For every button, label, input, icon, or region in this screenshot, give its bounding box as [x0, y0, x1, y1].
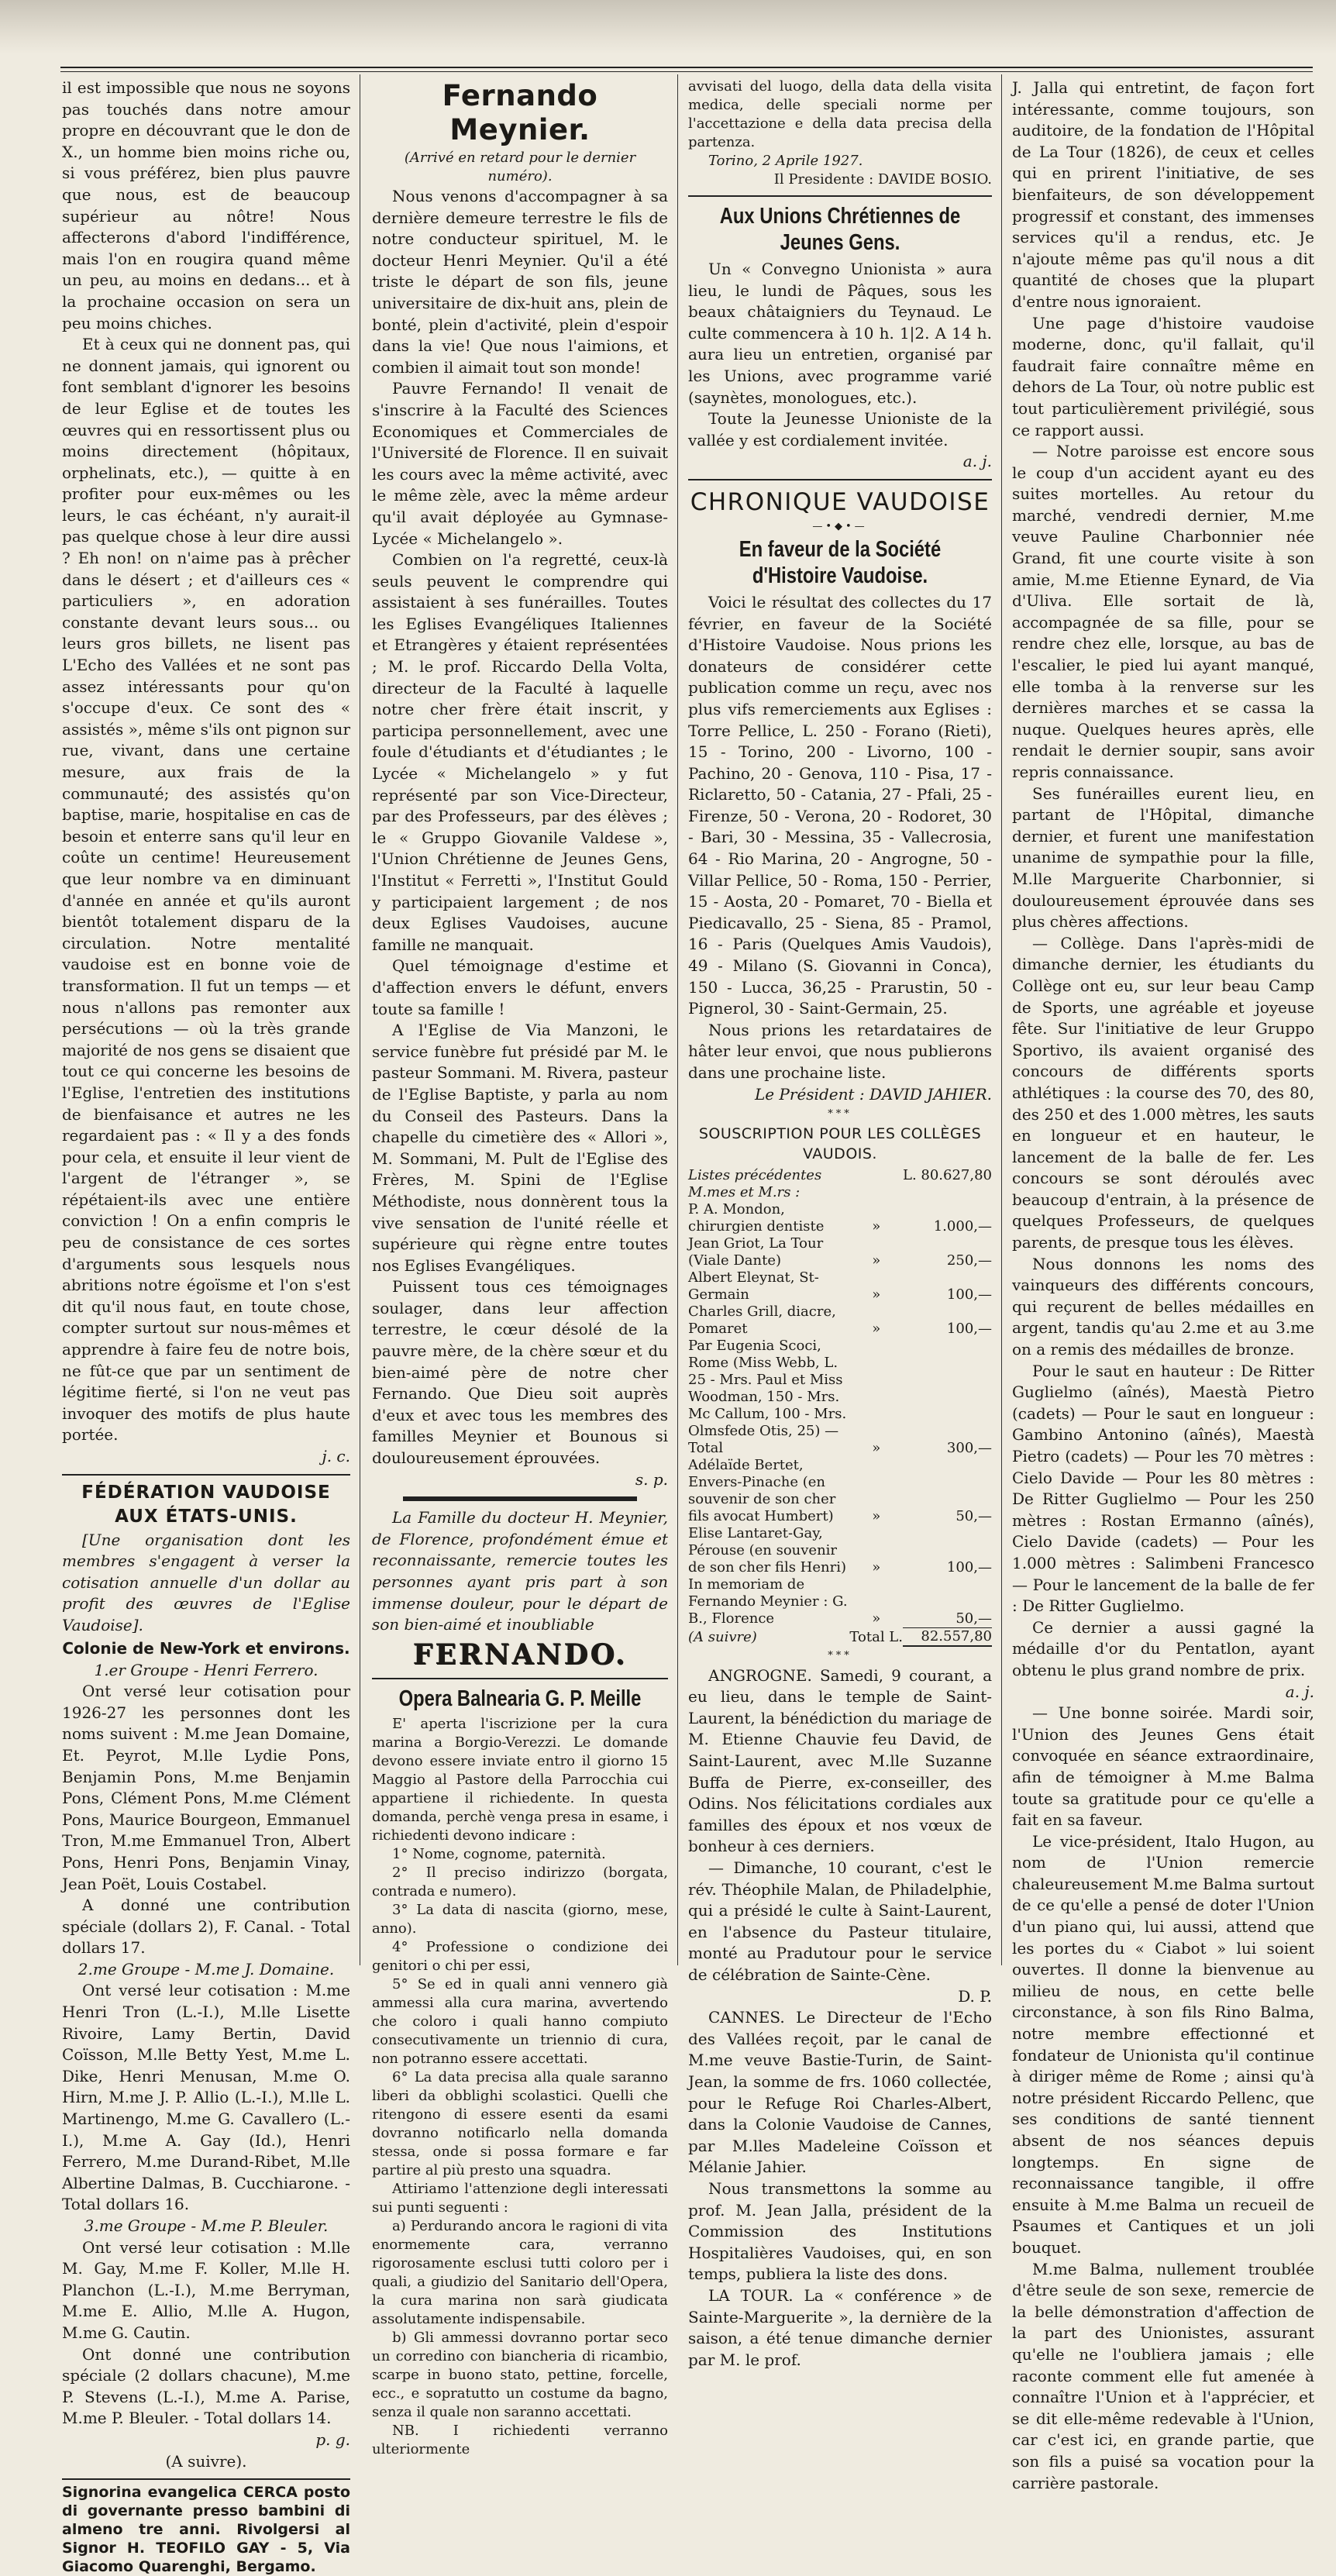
table-row: Par Eugenia Scoci, Rome (Miss Webb, L. 25 - Mrs. Paul et Miss Woodman, 150 - Mrs. Mc Callum, 100 - Mrs. Olmsfede Otis, 25) — Total » 300,—	[688, 1338, 992, 1457]
entry-name: Elise Lantaret-Gay, Pérouse (en souvenir de son cher fils Henri)	[688, 1525, 846, 1576]
group-3-contrib: Ont donné une contribution spéciale (2 dollars chacune), M.me P. Stevens (L.-I.), M.me A. Parise, M.me P. Bleuler. - Total dollars 14.	[62, 2344, 350, 2428]
latour-paragraph: J. Jalla qui entretint, de façon fort intéressante, comme toujours, son auditoire, de la fondation de l'Hôpital de La Tour (1826), de ceux et celles qui en prirent l'initiative, de ses bienfaiteurs, de son développement progressif et constant, des immenses services qu'il a rendus, etc. Je n'ajoute même pas qu'il nous a dit quantité de choses que la plupart d'entre nous ignoraient.	[1012, 78, 1314, 311]
meynier-note: (Arrivé en retard pour le dernier numéro).	[404, 150, 636, 184]
mmes-label: M.mes et M.rs :	[688, 1184, 801, 1201]
opera-president: Il Presidente : DAVIDE BOSIO.	[773, 171, 992, 188]
entry-name: Albert Eleynat, St-Germain	[688, 1269, 819, 1303]
entry-name: Par Eugenia Scoci, Rome (Miss Webb, L. 25 - Mrs. Paul et Miss Woodman, 150 - Mrs. Mc Callum, 100 - Mrs. Olmsfede Otis, 25) — Total	[688, 1338, 847, 1457]
opera-intro: E' aperta l'iscrizione per la cura marina a Borgio-Verezzi. Le domande devono essere inviate entro il giorno 15 Maggio al Pastore della Parrocchia cui appartiene il richiedente. In questa domanda, perchè venga presa in esame, i richiedenti devono indicare :	[372, 1715, 668, 1844]
to-be-continued: (A suivre)	[688, 1628, 757, 1645]
meynier-paragraph: Combien on l'a regretté, ceux-là seuls peuvent le comprendre qui assistaient à ses funérailles. Toutes les Eglises Evangéliques Italiennes et Etrangères y étaient représentées ; M. le prof. Riccardo Della Volta, directeur de la Faculté à laquelle notre cher frère était inscrit, y participa personnellement, avec une foule d'étudiants et d'étudiantes ; le Lycée « Michelangelo » y fut représenté par son Vice-Directeur, par des Professeurs, par des élèves ; le « Gruppo Giovanile Valdese », l'Union Chrétienne de Jeunes Gens, l'Institut « Ferretti », l'Institut Gould y participaient largement ; de nos deux Eglises Vaudoises, aucune famille ne manquait.	[372, 550, 668, 954]
faveur-text: Voici le résultat des collectes du 17 février, en faveur de la Société d'Histoire Vaudoise. Nous prions les donateurs de considérer cette publication comme un reçu, avec nos plus vifs remerciements aux Eglises : Torre Pellice, L. 250 - Forano (Rieti), 15 - Torino, 200 - Livorno, 100 - Pachino, 20 - Genova, 110 - Pisa, 17 - Riclaretto, 50 - Catania, 27 - Pfali, 25 - Firenze, 50 - Verona, 20 - Rodoret, 30 - Bari, 30 - Messina, 35 - Vallecrosia, 64 - Rio Marina, 20 - Angrogne, 50 - Villar Pellice, 50 - Roma, 150 - Perrier, 15 - Aosta, 20 - Pomaret, 70 - Biella et Piedicavallo, 25 - Siena, 85 - Pramol, 16 - Paris (Quelques Amis Vaudois), 49 - Milano (S. Giovanni in Conca), 150 - Lucca, 36,25 - Prarustin, 50 - Pignerol, 30 - Saint-Germain, 25.	[688, 592, 992, 1018]
asterism: ***	[828, 1649, 852, 1662]
opera-point-a: a) Perdurando ancora le ragioni di vita enormemente cara, verranno rigorosamente esclusi tutti coloro per i quali, a giudizio del Sanitario dell'Opera, la cura marina non sarà giudicata assolutamente indispensabile.	[372, 2217, 668, 2327]
intro-paragraph: Et à ceux qui ne donnent pas, qui ne donnent jamais, qui ignorent ou font semblant d'ignorer les besoins de leur Eglise et de toutes les œuvres qui en ressortissent plus ou moins directement (hôpitaux, orphelinats, etc.), — quitte à en profiter pour eux-mêmes ou les leurs, le cas échéant, n'y aurait-il pas quelque chose à leur dire aussi ? Eh non! on n'aime pas à prêcher dans le désert ; et d'ailleurs ces « particuliers », en adoration constante devant leurs sous... ou leurs gros billets, ne lisent pas L'Echo des Vallées et ne sont pas assez intéressants pour qu'on s'occupe d'eux. Ce sont des « assistés », même s'ils ont pignon sur rue, vivant, dans une certaine mesure, aux frais de la communauté; des assistés qu'on baptise, marie, hospitalise en cas de besoin et enterre sans qu'il leur en coûte un centime! Heureusement que leur nombre va en diminuant d'année en année et qu'ils auront bientôt totalement disparu de la circulation. Notre mentalité vaudoise est en bonne voie de transformation. Il fut un temps — et nous n'allons pas remonter aux persécutions — où la très grande majorité de nos gens se disaient que tout ce qui concerne les besoins de l'Eglise, l'entretien des institutions de bienfaisance et autres ne les regardaient pas : « Il y a des fonds pour cela, et ensuite il leur vient de l'argent de l'étranger », se répétaient-ils avec une entière conviction ! On a enfin compris le peu de consistance de ces sortes d'arguments sous lesquels nous abritions notre égoïsme et l'on s'est dit qu'il nous faut, en toute chose, compter surtout sur nous-mêmes et apprendre à faire feu de notre bois, ne fût-ce que par un sentiment de légitime fierté, si l'on ne veut pas invoquer des motifs de plus haute portée.	[62, 335, 350, 1445]
federation-subtitle: AUX ÉTATS-UNIS.	[115, 1506, 298, 1527]
fernando-heading: FERNANDO.	[412, 1638, 628, 1671]
meynier-paragraph: Puissent tous ces témoignages soulager, dans leur affection terrestre, le cœur désolé de la pauvre mère, de la chère sœur et du bien-aimé père de notre cher Fernando. Que Dieu soit auprès d'eux et avec tous les membres des familles Meynier et Bounous si douloureusement éprouvées.	[372, 1277, 668, 1468]
table-row	[688, 1184, 992, 1201]
entry-amount: 50,—	[956, 1508, 992, 1525]
entry-amount: 300,—	[946, 1440, 992, 1457]
faveur-signature: Le Président : DAVID JAHIER.	[754, 1084, 992, 1104]
table-row: Charles Grill, diacre, Pomaret » 100,—	[688, 1303, 992, 1338]
table-row	[688, 1167, 992, 1184]
opera-item: 4° Professione o condizione dei genitori o chi per essi,	[372, 1938, 668, 1974]
angrogne-news: ANGROGNE. Samedi, 9 courant, a eu lieu, dans le temple de Saint-Laurent, la bénédiction du mariage de M. Etienne Chauvie feu David, de Saint-Laurent, avec M.lle Suzanne Buffa de Pierre, ex-conseiller, des Odins. Nos félicitations cordiales aux familles des époux et nos vœux de bonheur à ces derniers.	[688, 1665, 992, 1856]
column-divider	[677, 74, 678, 1965]
latour-news: LA TOUR. La « conférence » de Sainte-Marguerite », la dernière de la saison, a été tenue dimanche dernier par M. le prof.	[688, 2285, 992, 2369]
meynier-paragraph: A l'Eglise de Via Manzoni, le service funèbre fut présidé par M. le pasteur Sommani. M. Rivera, pasteur de l'Eglise Baptiste, y parla au nom du Conseil des Pasteurs. Dans la chapelle du cimetière des « Allori », M. Sommani, M. Pult de l'Eglise des Frères, M. Spini de l'Eglise Méthodiste, nous donnèrent tous la vive sensation de l'unité réelle et supérieure qui règne entre toutes nos Eglises Evangéliques.	[372, 1021, 668, 1275]
latour-paragraph: Une page d'histoire vaudoise moderne, donc, qu'il fallait, qu'il faudrait faire connaître même en dehors de La Tour, où notre public est tout particulièrement privilégié, sous ce rapport aussi.	[1012, 313, 1314, 439]
column-2	[372, 77, 668, 2457]
entry-amount: 100,—	[946, 1559, 992, 1576]
unions-text: Un « Convegno Unionista » aura lieu, le lundi de Pâques, sous les beaux châtaigniers du Teynaud. Le culte commencera à 10 h. 1|2. A 14 h. aura lieu un entretien, organisé par les Unions, avec programme varié (saynètes, monologues, etc.).	[688, 260, 992, 407]
column-3	[688, 77, 992, 2369]
entry-amount: 250,—	[946, 1252, 992, 1269]
section-rule	[372, 1678, 668, 1679]
entry-amount: 100,—	[946, 1286, 992, 1303]
meynier-paragraph: Pauvre Fernando! Il venait de s'inscrire à la Faculté des Sciences Economiques et Commerciales de l'Université de Florence. Il en suivait les cours avec la même activité, avec le même zèle, avec la même ardeur qu'il avait déployée au Gymnase-Lycée « Michelangelo ».	[372, 379, 668, 548]
soiree-paragraph: M.me Balma, nullement troublée d'être seule de son sexe, remercie de la belle démonstration d'affection de la part des Unionistes, assurant qu'elle ne l'oubliera jamais ; elle raconte comment elle fut amenée à connaître l'Union et à l'apprécier, et se dit elle-même redevable à l'Union, car c'est ici, en grande partie, que son fils a puisé sa vocation pour la carrière pastorale.	[1012, 2259, 1314, 2492]
latour-paragraph: Nous donnons les noms des vainqueurs des différents concours, qui reçurent de belles médailles en argent, tandis qu'au 2.me et au 3.me on a remis des médailles de bronze.	[1012, 1254, 1314, 1359]
ornament-divider: —•◆•—	[812, 520, 868, 532]
group-1-text: Ont versé leur cotisation pour 1926-27 les personnes dont les noms suivent : M.me Jean Domaine, Et. Peyrot, M.lle Lydie Pons, Benjamin Pons, M.me Benjamin Pons, Clément Pons, M.me Clément Pons, Maurice Bourgeon, Emmanuel Tron, M.me Emmanuel Tron, Albert Pons, Henri Pons, Benjamin Vinay, Jean Poët, Louis Costabel.	[62, 1682, 350, 1893]
total-label: Total L.	[849, 1628, 903, 1645]
chronique-title: CHRONIQUE VAUDOISE	[690, 487, 990, 516]
listes-label: Listes précédentes	[688, 1167, 822, 1184]
unions-title: Aux Unions Chrétiennes de Jeunes Gens.	[719, 204, 961, 255]
opera-item: 6° La data precisa alla quale saranno liberi da obblighi scolastici. Quelli che ritengono di essere esenti da esami dovranno notificarlo nella domanda stessa, onde si possa formare e far partire al più presto una squadra.	[372, 2068, 668, 2178]
group-3-signature: p. g.	[315, 2430, 350, 2449]
opera-attention: Attiriamo l'attenzione degli interessati sui punti seguenti :	[372, 2180, 668, 2216]
meynier-title: Fernando Meynier.	[442, 79, 598, 146]
opera-title: Opera Balnearia G. P. Meille	[398, 1686, 642, 1711]
souscription-title: SOUSCRIPTION POUR LES COLLÈGES VAUDOIS.	[698, 1125, 982, 1163]
cannes-news: CANNES. Le Directeur de l'Echo des Vallées reçoit, par le canal de M.me veuve Bastie-Turin, de Saint-Jean, la somme de frs. 1060 collectée, pour le Refuge Roi Charles-Albert, dans la Colonie Vaudoise de Cannes, par M.lles Madeleine Coïsson et Mélanie Jahier.	[688, 2008, 992, 2177]
asterism: ***	[828, 1108, 852, 1121]
latour-paragraph: Ce dernier a aussi gagné la médaille d'or du Pentatlon, ayant obtenu le plus grand nombre de prix.	[1012, 1617, 1314, 1679]
classified-ad	[62, 2478, 350, 2576]
entry-name: Adélaïde Bertet, Envers-Pinache (en souvenir de son cher fils avocat Humbert)	[688, 1457, 836, 1525]
entry-name: P. A. Mondon, chirurgien dentiste	[688, 1201, 825, 1235]
faveur-title: En faveur de la Société d'Histoire Vaudoise.	[739, 536, 942, 588]
group-3-text: Ont versé leur cotisation : M.lle M. Gay, M.me F. Koller, M.lle H. Planchon (L.-I.), M.me Berryman, M.me E. Allio, M.lle A. Hugon, M.me G. Cautin.	[62, 2237, 350, 2342]
opera-date: Torino, 2 Aprile 1927.	[708, 153, 863, 169]
latour-signature: a. j.	[1285, 1682, 1314, 1701]
latour-paragraph: Pour le saut en hauteur : De Ritter Guglielmo (aînés), Maestà Pietro (cadets) — Pour le saut en longueur : Gambino Antonino (aînés), Maestà Pietro (cadets) — Pour les 70 mètres : Cielo Davide — Pour les 80 mètres : De Ritter Guglielmo — Pour les 250 mètres : Rostan Ermanno (aînés), Cielo Davide (cadets) — Pour les 1.000 mètres : Salimbeni Francesco — Pour le lancement de la balle de fer : De Ritter Guglielmo.	[1012, 1361, 1314, 1616]
meynier-paragraph: Nous venons d'accompagner à sa dernière demeure terrestre le fils de notre conducteur spirituel, M. le docteur Henri Meynier. Qu'il a été triste le départ de son fils, jeune universitaire de dix-huit ans, plein de bonté, plein d'activité, plein d'espoir dans la vie! Que nous l'aimions, et combien il aimait tout son monde!	[372, 187, 668, 377]
section-rule	[62, 1474, 350, 1476]
column-4	[1012, 77, 1314, 2492]
latour-paragraph: — Collège. Dans l'après-midi de dimanche dernier, les étudiants du Collège ont eu, sur leur beau Camp de Sports, une agréable et joyeuse fête. Sur l'initiative de leur Gruppo Sportivo, ils avaient organisé des concours de différents sports athlétiques : la course des 70, des 80, des 250 et des 1.000 mètres, les sauts en longueur et en hauteur, le lancement de la balle de fer. Les concours se sont déroulés avec beaucoup d'entrain, à la présence de quelques Professeurs, de quelques parents, de presque tous les élèves.	[1012, 933, 1314, 1252]
souscription-table	[688, 1167, 992, 1647]
entry-name: Jean Griot, La Tour (Viale Dante)	[688, 1235, 824, 1269]
entry-name: Charles Grill, diacre, Pomaret	[688, 1303, 836, 1338]
family-note: La Famille du docteur H. Meynier, de Florence, profondément émue et reconnaissante, remercie toutes les personnes ayant pris part à son immense douleur, pour le départ de son bien-aimé et inoubliable	[372, 1508, 668, 1634]
faveur-text: Nous prions les retardataires de hâter leur envoi, que nous publierons dans une prochaine liste.	[688, 1020, 992, 1082]
soiree-paragraph: Le vice-président, Italo Hugon, au nom de l'Union remercie chaleureusement M.me Balma surtout de ce qu'elle a pensé de doter l'Union d'un piano qui, lui aussi, attend que les portes du « Ciabot » lui soient ouvertes. Il donne la bienvenue au milieu de nous, en cette belle circonstance, à son fils Rino Balma, notre membre effectionné et fondateur de Unionista qu'il continue à diriger même de Rome ; ainsi qu'à notre président Riccardo Pellenc, que ses conditions de santé tiennent absent de nos séances depuis longtemps. En signe de reconnaissance tangible, il offre ensuite à M.me Balma un recueil de Psaumes et Cantiques et un joli bouquet.	[1012, 1831, 1314, 2257]
entry-amount: 50,—	[903, 1576, 992, 1627]
federation-note: [Une organisation dont les membres s'engagent à verser la cotisation annuelle d'un dollar au profit des œuvres de l'Eglise Vaudoise].	[62, 1530, 350, 1634]
section-rule	[688, 195, 992, 197]
meynier-signature: s. p.	[635, 1469, 668, 1489]
total-amount: 82.557,80	[903, 1627, 992, 1646]
classified-ad-text: Signorina evangelica CERCA posto di governante presso bambini di almeno tre anni. Rivolgersi al Signor H. TEOFILO GAY - 5, Via Giacomo Quarenghi, Bergamo.	[62, 2484, 350, 2576]
opera-item: 1° Nome, cognome, paternità.	[392, 1845, 606, 1862]
intro-paragraph: il est impossible que nous ne soyons pas touchés dans notre amour propre en découvrant que le don de X., un homme bien moins riche ou, si vous préférez, bien plus pauvre que nous, est de beaucoup supérieur au nôtre! Nous affecterons d'abord l'indifférence, mais l'on en rougira quand même un peu, au moins en dedans... et à la prochaine occasion on sera un peu moins chiches.	[62, 78, 350, 332]
cannes-news: Nous transmettons la somme au prof. M. Jean Jalla, président de la Commission des Institutions Hospitalières Vaudoises, qui, en son temps, publiera la liste des dons.	[688, 2178, 992, 2284]
section-rule	[688, 479, 992, 480]
group-1-title: 1.er Groupe - Henri Ferrero.	[94, 1660, 319, 1679]
opera-item: 3° La data di nascita (giorno, mese, anno).	[372, 1901, 668, 1937]
group-2-text: Ont versé leur cotisation : M.me Henri Tron (L.-I.), M.lle Lisette Rivoire, Lamy Bertin, David Coïsson, M.lle Betty Yest, M.me L. Dike, Henri Menusan, M.me O. Hirn, M.me J. P. Allio (L.-I.), M.lle L. Martinengo, M.me G. Cavallero (L.-I.), M.me A. Gay (Id.), Henri Ferrero, M.me Durand-Ribet, M.lle Albertine Dalmas, B. Cucchiarone. - Total dollars 16.	[62, 1981, 350, 2214]
top-rule-thin	[60, 71, 1313, 72]
opera-item: 2° Il preciso indirizzo (borgata, contrada e numero).	[372, 1864, 668, 1899]
table-row	[688, 1627, 992, 1646]
table-row: Adélaïde Bertet, Envers-Pinache (en souvenir de son cher fils avocat Humbert) » 50,—	[688, 1457, 992, 1525]
latour-paragraph: — Notre paroisse est encore sous le coup d'un accident ayant eu des suites mortelles. Au retour du marché, vendredi dernier, M.me veuve Pauline Charbonnier née Grand, fit une courte visite à son amie, M.me Etienne Eynard, de Via d'Uliva. Elle sortait de là, accompagnée de sa fille, pour se rendre chez elle, lorsque, au bas de l'escalier, le pied lui ayant manqué, elle tomba à la renverse sur les dernières marches et se cassa la nuque. Quelques heures après, elle rendait le dernier soupir, sans avoir repris connaissance.	[1012, 442, 1314, 781]
angrogne-news: — Dimanche, 10 courant, c'est le rév. Théophile Malan, de Philadelphie, qui a présidé le culte à Saint-Laurent, en l'absence du Pasteur titulaire, monté au Pradutour pour le service de célébration de Sainte-Cène.	[688, 1858, 992, 1984]
latour-paragraph: Ses funérailles eurent lieu, en partant de l'Hôpital, dimanche dernier, et furent une manifestation unanime de sympathie pour la fille, M.lle Marguerite Charbonnier, si douloureusement éprouvée dans ses plus chères affections.	[1012, 783, 1314, 932]
entry-name: In memoriam de Fernando Meynier : G. B., Florence	[688, 1576, 848, 1627]
opera-point-b: b) Gli ammessi dovranno portar seco un corredino con biancheria di ricambio, scarpe in buono stato, pettine, forcelle, ecc., e sopratutto un costume da bagno, senza il quale non saranno accettati.	[372, 2329, 668, 2420]
opera-item: 5° Se ed in quali anni vennero già ammessi alla cura marina, avvertendo che coloro i quali hanno compiuto consecutivamente un triennio di cura, non potranno essere accettati.	[372, 1975, 668, 2067]
entry-amount: 100,—	[946, 1321, 992, 1338]
group-2-title: 2.me Groupe - M.me J. Domaine.	[77, 1959, 335, 1978]
column-1	[62, 77, 350, 2576]
opera-continuation: avvisati del luogo, della data della visita medica, delle speciali norme per l'accettazione e della data precisa della partenza.	[688, 78, 992, 150]
unions-signature: a. j.	[962, 452, 992, 471]
decorative-bar	[403, 1496, 637, 1501]
intro-signature: j. c.	[322, 1447, 350, 1465]
unions-text: Toute la Jeunesse Unioniste de la vallée y est cordialement invitée.	[688, 409, 992, 449]
soiree-paragraph: — Une bonne soirée. Mardi soir, l'Union des Jeunes Gens était convoquée en séance extraordinaire, afin de témoigner à M.me Balma toute sa gratitude pour ce qu'elle a fait en sa faveur.	[1012, 1703, 1314, 1830]
top-rule	[60, 67, 1313, 68]
table-row: Albert Eleynat, St-Germain » 100,—	[688, 1269, 992, 1303]
colonie-title: Colonie de New-York et environs.	[62, 1638, 350, 1658]
table-row: In memoriam de Fernando Meynier : G. B., Florence » 50,—	[688, 1576, 992, 1627]
table-row: P. A. Mondon, chirurgien dentiste » 1.000,—	[688, 1201, 992, 1235]
opera-nb: NB. I richiedenti verranno ulteriormente	[372, 2422, 668, 2457]
page-top-band	[0, 0, 1336, 54]
group-1-contrib: A donné une contribution spéciale (dollars 2), F. Canal. - Total dollars 17.	[62, 1896, 350, 1958]
entry-amount: 1.000,—	[933, 1218, 992, 1235]
to-be-continued: (A suivre).	[165, 2451, 247, 2471]
listes-amount: L. 80.627,80	[902, 1167, 992, 1184]
federation-title: FÉDÉRATION VAUDOISE	[81, 1482, 331, 1503]
angrogne-signature: D. P.	[958, 1986, 992, 2006]
group-3-title: 3.me Groupe - M.me P. Bleuler.	[84, 2216, 329, 2235]
meynier-paragraph: Quel témoignage d'estime et d'affection envers le défunt, envers toute sa famille !	[372, 956, 668, 1018]
table-row: Jean Griot, La Tour (Viale Dante) » 250,—	[688, 1235, 992, 1269]
column-divider	[1001, 74, 1002, 1965]
table-row: Elise Lantaret-Gay, Pérouse (en souvenir de son cher fils Henri) » 100,—	[688, 1525, 992, 1576]
